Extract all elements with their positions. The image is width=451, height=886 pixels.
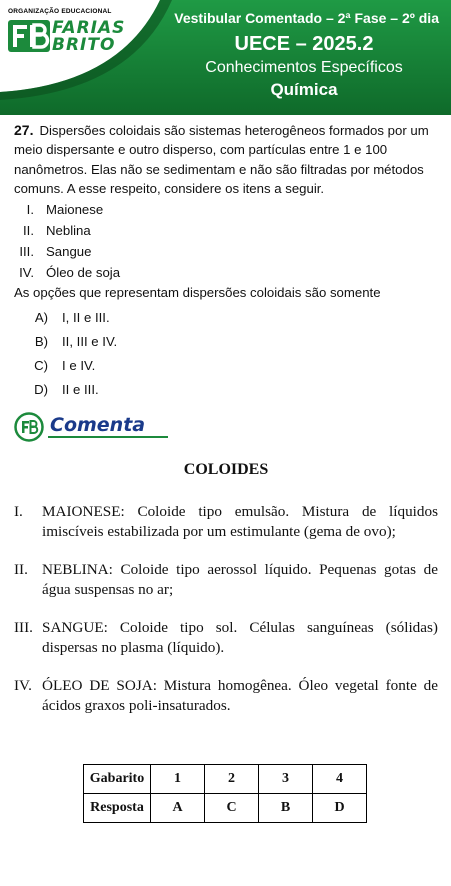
table-row — [84, 765, 367, 794]
list-item — [14, 220, 438, 241]
answer-title: COLOIDES — [183, 461, 269, 478]
item-text: NEBLINA: Coloide tipo aerossol líquido. Pequenas gotas de água suspensas no ar; — [42, 561, 438, 598]
farias-brito-circle-icon — [14, 412, 44, 442]
item-text: Maionese — [46, 202, 104, 218]
item-numeral: III. — [19, 244, 34, 260]
item-numeral: IV. — [14, 677, 32, 694]
table-cell: D — [313, 794, 367, 823]
farias-brito-logo-icon — [8, 20, 50, 52]
option-text: II e III. — [62, 382, 99, 398]
answer-options — [14, 306, 438, 402]
item-numeral: I. — [26, 202, 34, 218]
table-cell: 4 — [313, 765, 367, 794]
question-statement — [14, 121, 438, 198]
option-d[interactable] — [14, 378, 438, 402]
item-numeral: III. — [14, 619, 33, 636]
option-text: II, III e IV. — [62, 334, 118, 350]
exam-title: UECE – 2025.2 — [234, 33, 374, 55]
table-cell: A — [151, 794, 205, 823]
list-item — [14, 262, 438, 283]
item-text: Sangue — [46, 244, 92, 260]
list-item — [14, 676, 438, 716]
exam-label: Vestibular Comentado – 2ª Fase – 2º dia — [174, 10, 439, 26]
logo-name-farias: FARIAS — [52, 18, 126, 38]
item-numeral: II. — [23, 223, 34, 239]
item-text: Óleo de soja — [46, 265, 121, 281]
option-c[interactable] — [14, 354, 438, 378]
question-text: Dispersões coloidais são sistemas heterogêneos formados por um meio dispersante e outro disperso, com partículas entre 1 e 100 nanômetros. Elas não se sedimentam e não são filtradas por métodos comuns. A esse respeito, considere os itens a seguir. — [14, 123, 429, 196]
question-block — [14, 121, 438, 402]
org-label: ORGANIZAÇÃO EDUCACIONAL — [8, 8, 112, 15]
list-item — [14, 241, 438, 262]
question-items — [14, 199, 438, 283]
item-numeral: IV. — [19, 265, 34, 281]
table-cell: B — [259, 794, 313, 823]
table-cell: Gabarito — [84, 765, 151, 794]
option-letter: C) — [34, 358, 48, 374]
exam-subtitle: Conhecimentos Específicos — [205, 59, 403, 76]
question-number: 27. — [14, 122, 34, 138]
item-numeral: II. — [14, 561, 28, 578]
option-text: I e IV. — [62, 358, 96, 374]
list-item — [14, 618, 438, 658]
item-text: SANGUE: Coloide tipo sol. Células sanguíneas (sólidas) dispersas no plasma (líquido). — [42, 619, 438, 656]
option-letter: B) — [34, 334, 48, 350]
answer-key-table — [83, 764, 367, 823]
comenta-underline — [48, 436, 168, 438]
table-cell: 1 — [151, 765, 205, 794]
table-cell: 2 — [205, 765, 259, 794]
comenta-label: Comenta — [50, 414, 146, 436]
table-row — [84, 794, 367, 823]
exam-subject: Química — [270, 80, 338, 99]
table-cell: 3 — [259, 765, 313, 794]
logo-name-brito: BRITO — [52, 35, 116, 55]
option-letter: D) — [34, 382, 48, 398]
option-letter: A) — [34, 310, 48, 326]
item-numeral: I. — [14, 503, 23, 520]
question-prompt: As opções que representam dispersões coloidais são somente — [14, 285, 381, 301]
page-header — [0, 0, 451, 115]
item-text: MAIONESE: Coloide tipo emulsão. Mistura de líquidos imiscíveis estabilizada por um estimulante (gema de ovo); — [42, 503, 438, 540]
item-text: Neblina — [46, 223, 91, 239]
list-item — [14, 199, 438, 220]
option-b[interactable] — [14, 330, 438, 354]
table-cell: Resposta — [84, 794, 151, 823]
item-text: ÓLEO DE SOJA: Mistura homogênea. Óleo vegetal fonte de ácidos graxos poli-insaturados. — [42, 677, 438, 714]
comenta-section-header — [14, 412, 164, 442]
list-item — [14, 560, 438, 600]
answer-block — [14, 460, 438, 734]
option-text: I, II e III. — [62, 310, 110, 326]
list-item — [14, 502, 438, 542]
option-a[interactable] — [14, 306, 438, 330]
table-cell: C — [205, 794, 259, 823]
